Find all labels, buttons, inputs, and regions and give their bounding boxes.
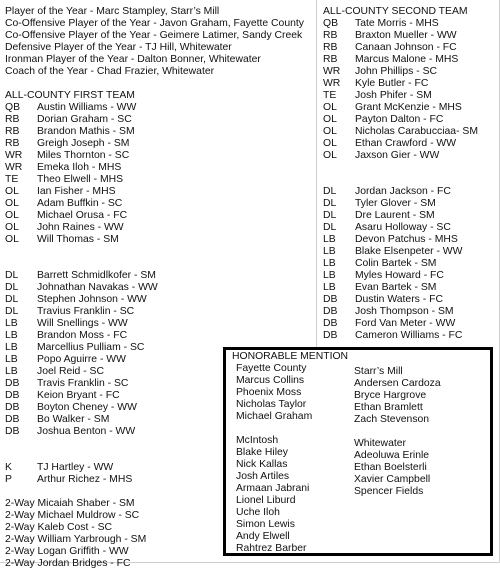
player-name: Barrett Schmidlkofer - SM — [37, 270, 156, 281]
position-label: RB — [5, 138, 20, 149]
spacer — [5, 258, 304, 270]
position-label: DL — [5, 282, 19, 293]
position-label: DB — [323, 330, 338, 341]
award-line: Ironman Player of the Year - Dalton Bonner, Whitewater — [5, 54, 261, 65]
roster-row — [5, 270, 304, 282]
position-label: DL — [5, 270, 19, 281]
player-name: Colin Bartek - SM — [355, 258, 437, 269]
position-label: LB — [323, 258, 336, 269]
honorable-mention-name: Rahtrez Barber — [236, 543, 307, 554]
player-name: Jordan Jackson - FC — [355, 186, 451, 197]
player-name: Dorian Graham - SC — [37, 114, 132, 125]
position-label: DB — [5, 390, 20, 401]
player-name: Payton Dalton - FC — [355, 114, 444, 125]
honorable-mention-name: Nick Kallas — [236, 459, 288, 470]
roster-row — [5, 234, 304, 246]
roster-row — [323, 318, 478, 330]
position-label: LB — [323, 246, 336, 257]
player-name: TJ Hartley - WW — [37, 462, 114, 473]
roster-row — [323, 42, 478, 54]
position-label: RB — [5, 114, 20, 125]
player-name: Josh Phifer - SM — [355, 90, 432, 101]
honorable-mention-name: Bryce Hargrove — [354, 390, 427, 401]
roster-row — [5, 318, 304, 330]
position-label: RB — [5, 126, 20, 137]
roster-row — [323, 294, 478, 306]
honorable-mention-name: Phoenix Moss — [236, 387, 302, 398]
player-name: Theo Elwell - MHS — [37, 174, 124, 185]
position-label: DB — [323, 318, 338, 329]
player-name: Tyler Glover - SM — [355, 198, 436, 209]
player-name: Marcus Malone - MHS — [355, 54, 459, 65]
honorable-mention-name: Zach Stevenson — [354, 414, 430, 425]
position-label: WR — [323, 66, 341, 77]
position-label: RB — [323, 42, 338, 53]
position-label: LB — [323, 270, 336, 281]
player-name: Popo Aguirre - WW — [37, 354, 126, 365]
roster-row — [5, 282, 304, 294]
spacer — [323, 174, 478, 186]
player-name: Brandon Mathis - SM — [37, 126, 135, 137]
player-name: John Phillips - SC — [355, 66, 438, 77]
spacer — [5, 246, 304, 258]
award-line: Defensive Player of the Year - TJ Hill, Whitewater — [5, 42, 232, 53]
roster-row — [323, 114, 478, 126]
player-name: Travius Franklin - SC — [37, 306, 135, 317]
player-name: Joshua Benton - WW — [37, 426, 136, 437]
player-name: Nicholas Carabucciaa- SM — [355, 126, 479, 137]
position-label: DL — [323, 222, 337, 233]
position-label: OL — [5, 198, 19, 209]
position-label: WR — [323, 78, 341, 89]
roster-row — [323, 66, 478, 78]
position-label: DB — [5, 414, 20, 425]
position-label: OL — [323, 114, 337, 125]
two-way-line: 2-Way Michael Muldrow - SC — [5, 510, 140, 521]
player-name: Austin Williams - WW — [37, 102, 137, 113]
first-team-title: ALL-COUNTY FIRST TEAM — [5, 90, 135, 101]
two-way-line: 2-Way Micaiah Shaber - SM — [5, 498, 135, 509]
roster-row — [323, 198, 478, 210]
player-name: Marcellius Pulliam - SC — [37, 342, 145, 353]
position-label: LB — [5, 366, 18, 377]
two-way-line: 2-Way Jordan Bridges - FC — [5, 558, 131, 569]
player-name: Will Snellings - WW — [37, 318, 128, 329]
two-way-line: 2-Way William Yarbrough - SM — [5, 534, 147, 545]
position-label: DL — [323, 186, 337, 197]
player-name: Joel Reid - SC — [37, 366, 104, 377]
player-name: Ethan Crawford - WW — [355, 138, 457, 149]
second-team-offense — [323, 18, 478, 162]
position-label: DL — [5, 294, 19, 305]
position-label: OL — [5, 186, 19, 197]
player-name: John Raines - WW — [37, 222, 124, 233]
position-label: RB — [323, 54, 338, 65]
player-name: Jaxson Gier - WW — [355, 150, 440, 161]
honorable-mention-name: Andersen Cardoza — [354, 378, 441, 389]
player-name: Myles Howard - FC — [355, 270, 444, 281]
position-label: DL — [5, 306, 19, 317]
position-label: DB — [323, 306, 338, 317]
position-label: LB — [5, 318, 18, 329]
player-name: Dustin Waters - FC — [355, 294, 443, 305]
awards-list — [5, 6, 304, 78]
position-label: TE — [5, 174, 19, 185]
first-team-offense — [5, 102, 304, 246]
player-name: Boyton Cheney - WW — [37, 402, 137, 413]
honorable-mention-name: Ethan Bramlett — [354, 402, 423, 413]
two-way-line: 2-Way Logan Griffith - WW — [5, 546, 129, 557]
honorable-mention-name: Nicholas Taylor — [236, 399, 307, 410]
player-name: Keion Bryant - FC — [37, 390, 120, 401]
position-label: OL — [323, 126, 337, 137]
roster-row — [323, 30, 478, 42]
position-label: LB — [5, 342, 18, 353]
position-label: DL — [323, 210, 337, 221]
honorable-mention-name: Whitewater — [354, 438, 406, 449]
honorable-mention-title: HONORABLE MENTION — [232, 351, 349, 362]
position-label: WR — [5, 150, 23, 161]
honorable-mention-name: Blake Hiley — [236, 447, 288, 458]
player-name: Travis Franklin - SC — [37, 378, 129, 389]
position-label: OL — [5, 222, 19, 233]
position-label: RB — [323, 30, 338, 41]
position-label: OL — [323, 102, 337, 113]
roster-row — [5, 330, 304, 342]
roster-row — [5, 138, 304, 150]
position-label: OL — [5, 210, 19, 221]
column-divider — [316, 0, 317, 347]
second-team-title: ALL-COUNTY SECOND TEAM — [323, 6, 468, 17]
honorable-mention-name: Simon Lewis — [236, 519, 295, 530]
roster-row — [5, 198, 304, 210]
player-name: Asaru Holloway - SC — [355, 222, 451, 233]
roster-row — [323, 18, 478, 30]
roster-row — [323, 330, 478, 342]
second-team-defense — [323, 186, 478, 342]
position-label: LB — [323, 234, 336, 245]
honorable-mention-name: Josh Artiles — [236, 471, 290, 482]
roster-row — [5, 174, 304, 186]
player-name: Miles Thornton - SC — [37, 150, 130, 161]
position-label: LB — [5, 330, 18, 341]
honorable-mention-name: Adeoluwa Erinle — [354, 450, 430, 461]
roster-row — [323, 234, 478, 246]
player-name: Cameron Williams - FC — [355, 330, 463, 341]
honorable-mention-name: Uche Iloh — [236, 507, 280, 518]
player-name: Bo Walker - SM — [37, 414, 110, 425]
player-name: Arthur Richez - MHS — [37, 474, 133, 485]
honorable-mention-name: Marcus Collins — [236, 375, 305, 386]
roster-row — [323, 270, 478, 282]
award-line: Co-Offensive Player of the Year - Javon Graham, Fayette County — [5, 18, 304, 29]
honorable-mention-left — [236, 363, 312, 555]
honorable-mention-mcintosh — [236, 435, 312, 555]
roster-row — [323, 150, 478, 162]
honorable-mention-starrs-mill — [354, 366, 441, 426]
player-name: Tate Morris - MHS — [355, 18, 439, 29]
honorable-mention-fayette-county — [236, 363, 312, 423]
roster-row — [323, 54, 478, 66]
roster-row — [323, 90, 478, 102]
roster-row — [5, 306, 304, 318]
honorable-mention-name: Andy Elwell — [236, 531, 290, 542]
roster-row — [323, 282, 478, 294]
honorable-mention-name: Michael Graham — [236, 411, 313, 422]
player-name: Ian Fisher - MHS — [37, 186, 116, 197]
player-name: Dre Laurent - SM — [355, 210, 435, 221]
position-label: OL — [323, 138, 337, 149]
player-name: Braxton Mueller - WW — [355, 30, 457, 41]
honorable-mention-name: Spencer Fields — [354, 486, 424, 497]
roster-row — [323, 186, 478, 198]
two-way-line: 2-Way Kaleb Cost - SC — [5, 522, 113, 533]
roster-row — [5, 294, 304, 306]
honorable-mention-name: Fayette County — [236, 363, 307, 374]
roster-row — [5, 150, 304, 162]
honorable-mention-name: Starr’s Mill — [354, 366, 403, 377]
player-name: Greigh Joseph - SM — [37, 138, 130, 149]
honorable-mention-name: Armaan Jabrani — [236, 483, 310, 494]
position-label: WR — [5, 162, 23, 173]
player-name: Brandon Moss - FC — [37, 330, 128, 341]
position-label: TE — [323, 90, 337, 101]
player-name: Devon Patchus - MHS — [355, 234, 458, 245]
award-line: Player of the Year - Marc Stampley, Starr’s Mill — [5, 6, 220, 17]
honorable-mention-name: Xavier Campbell — [354, 474, 431, 485]
roster-row — [323, 102, 478, 114]
player-name: Stephen Johnson - WW — [37, 294, 147, 305]
player-name: Evan Bartek - SM — [355, 282, 437, 293]
spacer — [236, 423, 312, 435]
right-column — [323, 6, 478, 342]
roster-row — [5, 186, 304, 198]
honorable-mention-name: McIntosh — [236, 435, 279, 446]
position-label: K — [5, 462, 12, 473]
award-line: Coach of the Year - Chad Frazier, Whitewater — [5, 66, 215, 77]
roster-row — [5, 222, 304, 234]
spacer — [354, 426, 441, 438]
player-name: Adam Buffkin - SC — [37, 198, 123, 209]
position-label: LB — [323, 282, 336, 293]
roster-row — [5, 126, 304, 138]
player-name: Kyle Butler - FC — [355, 78, 429, 89]
player-name: Emeka Iloh - MHS — [37, 162, 122, 173]
roster-row — [323, 126, 478, 138]
player-name: Michael Orusa - FC — [37, 210, 128, 221]
player-name: Josh Thompson - SM — [355, 306, 454, 317]
roster-row — [5, 162, 304, 174]
position-label: DB — [5, 402, 20, 413]
roster-row — [323, 258, 478, 270]
roster-row — [323, 306, 478, 318]
position-label: P — [5, 474, 12, 485]
position-label: DB — [5, 378, 20, 389]
award-line: Co-Offensive Player of the Year - Geimere Latimer, Sandy Creek — [5, 30, 303, 41]
position-label: DB — [323, 294, 338, 305]
roster-row — [5, 210, 304, 222]
player-name: Ford Van Meter - WW — [355, 318, 456, 329]
roster-row — [323, 78, 478, 90]
roster-row — [323, 222, 478, 234]
spacer — [5, 78, 304, 90]
player-name: Canaan Johnson - FC — [355, 42, 457, 53]
honorable-mention-whitewater — [354, 438, 441, 498]
roster-row — [323, 246, 478, 258]
position-label: LB — [5, 354, 18, 365]
spacer — [323, 162, 478, 174]
position-label: QB — [5, 102, 21, 113]
roster-row — [323, 138, 478, 150]
position-label: OL — [5, 234, 19, 245]
honorable-mention-name: Lionel Liburd — [236, 495, 296, 506]
player-name: Will Thomas - SM — [37, 234, 119, 245]
position-label: DL — [323, 198, 337, 209]
player-name: Johnathan Navakas - WW — [37, 282, 158, 293]
player-name: Blake Elsenpeter - WW — [355, 246, 463, 257]
position-label: QB — [323, 18, 339, 29]
position-label: OL — [323, 150, 337, 161]
roster-row — [323, 210, 478, 222]
roster-row — [5, 102, 304, 114]
honorable-mention-right — [354, 366, 441, 498]
honorable-mention-name: Ethan Boelsterli — [354, 462, 427, 473]
roster-row — [5, 114, 304, 126]
position-label: DB — [5, 426, 20, 437]
player-name: Grant McKenzie - MHS — [355, 102, 462, 113]
